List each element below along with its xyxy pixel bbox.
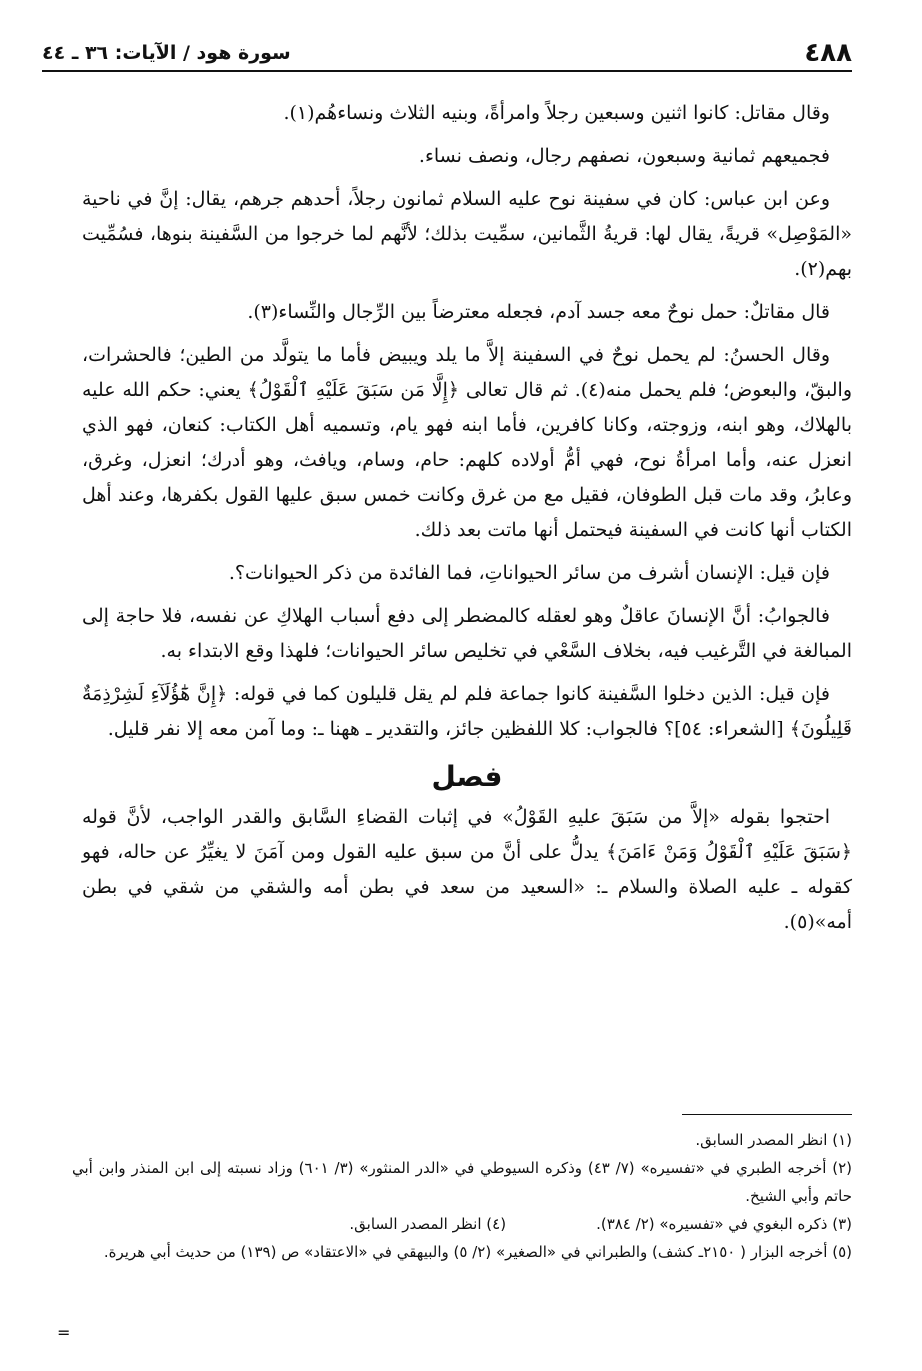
paragraph: فالجوابُ: أنَّ الإنسانَ عاقلٌ وهو لعقله كالمضطر إلى دفع أسباب الهلاكِ عن نفسه، فلا حاجة إلى المبالغة في التَّرغيب فيه، بخلاف السَّعْي في تخليص سائر الحيوانات؛ فلهذا وقع الابتداء به.	[82, 605, 852, 662]
paragraph: قال مقاتلٌ: حمل نوحٌ معه جسد آدم، فجعله معترضاً بين الرِّجال والنِّساء(٣).	[247, 301, 830, 323]
footnote: (٤) انظر المصدر السابق.	[349, 1215, 507, 1233]
paragraph: فجميعهم ثمانية وسبعون، نصفهم رجال، ونصف نساء.	[418, 145, 830, 167]
footnote-separator	[682, 1114, 852, 1115]
footnote: (٣) ذكره البغوي في «تفسيره» (٢/ ٣٨٤).	[596, 1215, 852, 1233]
paragraph: وقال مقاتل: كانوا اثنين وسبعين رجلاً وامرأةً، وبنيه الثلاث ونساءهُم(١).	[283, 102, 830, 124]
footnote: (١) انظر المصدر السابق.	[695, 1131, 852, 1149]
footnote-row	[72, 1210, 852, 1238]
running-title: سورة هود / الآيات: ٣٦ ـ ٤٤	[42, 42, 291, 64]
footnote: (٢) أخرجه الطبري في «تفسيره» (٧/ ٤٣) وذكره السيوطي في «الدر المنثور» (٣/ ٦٠١) وزاد نسبته إلى ابن المنذر وابن أبي حاتم وأبي الشيخ.	[72, 1159, 853, 1205]
main-text	[82, 96, 852, 948]
paragraph: احتجوا بقوله «إلاَّ من سَبَقَ عليهِ القَوْلُ» في إثبات القضاءِ السَّابق والقدر الواجب، لأنَّ قوله ﴿سَبَقَ عَلَيْهِ ٱلْقَوْلُ وَمَنْ ءَامَنَ﴾ يدلُّ على أنَّ من سبق عليه القول ومن آمَنَ لا يغيِّرُ عن حاله، فهو كقوله ـ عليه الصلاة والسلام ـ: «السعيد من سعد في بطن أمه والشقي من شقي في بطن أمه»(٥).	[82, 806, 852, 933]
paragraph: وقال الحسنُ: لم يحمل نوحٌ في السفينة إلاَّ ما يلد ويبيض فأما ما يتولَّد من الطين؛ فالحشرات، والبقّ، والبعوض؛ فلم يحمل منه(٤). ثم قال تعالى ﴿إِلَّا مَن سَبَقَ عَلَيْهِ ٱلْقَوْلُ﴾ يعني: حكم الله عليه بالهلاك، وهو ابنه، وزوجته، وكانا كافرين، فأما ابنه فهو يام، وتسميه أهل الكتاب: كنعان، فهو الذي انعزل عنه، وأما امرأةُ نوح، فهي أمُّ أولاده كلهم: حام، وسام، ويافث، وهو أدرك؛ انعزل، وغرق، وعابرُ، وقد مات قبل الطوفان، فقيل مع من غرق وكانت خمس سبق عليها القول بكفرها، وعند أهل الكتاب أنها كانت في السفينة فيحتمل أنها ماتت بعد ذلك.	[82, 344, 852, 541]
paragraph: فإن قيل: الإنسان أشرف من سائر الحيواناتِ، فما الفائدة من ذكر الحيوانات؟.	[228, 562, 830, 584]
running-header	[42, 36, 852, 72]
paragraph: وعن ابن عباس: كان في سفينة نوح عليه السلام ثمانون رجلاً، أحدهم جرهم، يقال: إنَّ في ناحية «المَوْصِل» قريةً، يقال لها: قريةُ الثَّمانين، سمِّيت بذلك؛ لأنَّهم لما خرجوا من السَّفينة بنوها، فسُمِّيت بهم(٢).	[82, 188, 852, 280]
page-number: ٤٨٨	[804, 38, 852, 68]
paragraph: فإن قيل: الذين دخلوا السَّفينة كانوا جماعة فلم لم يقل قليلون كما في قوله: ﴿إِنَّ هَٰٓؤُلَآءِ لَشِرْذِمَةٌ قَلِيلُونَ﴾ [الشعراء: ٥٤]؟ فالجواب: كلا اللفظين جائز، والتقدير ـ ههنا ـ: وما آمن معه إلا نفر قليل.	[82, 683, 852, 740]
section-heading: فصل	[431, 760, 503, 793]
footnote: (٥) أخرجه البزار ( ٢١٥٠ـ كشف) والطبراني في «الصغير» (٢/ ٥) والبيهقي في «الاعتقاد» ص (١٣٩) من حديث أبي هريرة.	[103, 1243, 852, 1261]
footnotes	[72, 1126, 852, 1266]
margin-mark: =	[57, 1323, 71, 1342]
